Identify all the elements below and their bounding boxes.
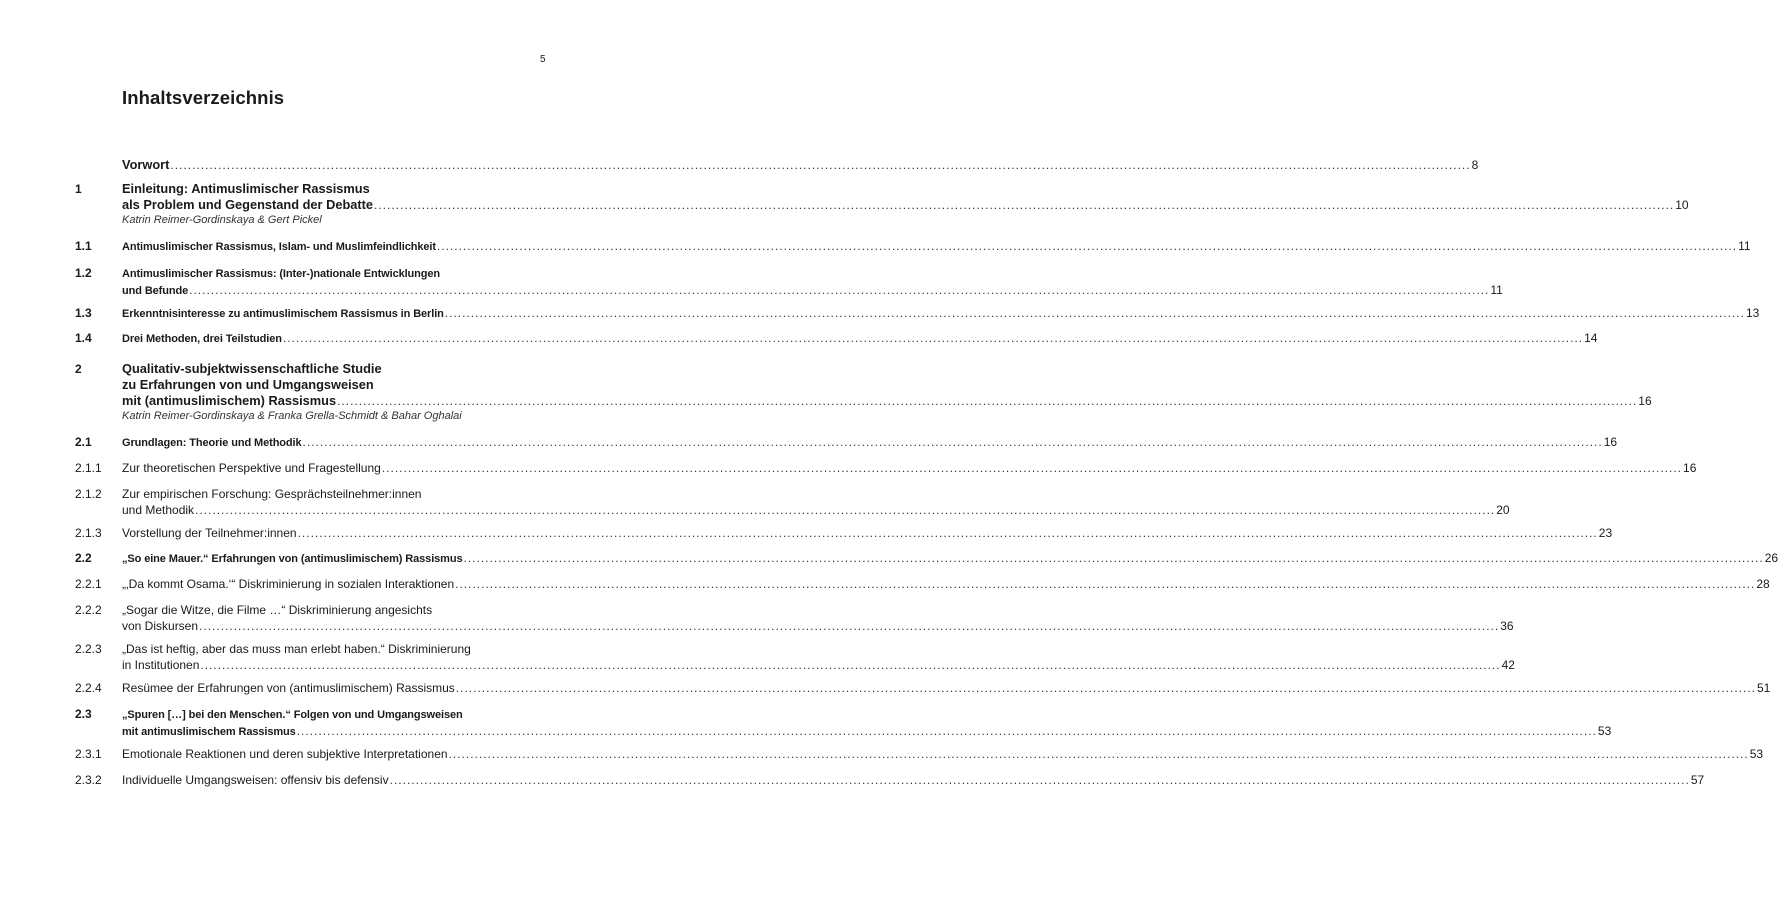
toc-entry-body — [122, 265, 1503, 299]
toc-entry-title-text: mit (antimuslimischem) Rassismus — [122, 393, 337, 408]
toc-entry-body — [122, 181, 1689, 227]
dot-leader: ............................................................................................................................................................................................................................................................................................................ — [199, 619, 1500, 633]
toc-entry-number: 2.3 — [75, 707, 92, 721]
toc-entry-line — [122, 460, 1697, 476]
toc-entry-line — [122, 525, 1613, 541]
toc-entry-title-text: zu Erfahrungen von und Umgangsweisen — [122, 377, 374, 392]
toc-entry-line — [122, 157, 1479, 173]
toc-entry-page: 26 — [1764, 551, 1778, 565]
toc-entry-title-text: „Das ist heftig, aber das muss man erlebt haben.“ Diskriminierung — [122, 642, 471, 656]
toc-entry-body — [122, 576, 1770, 592]
toc-entry-body — [122, 305, 1760, 322]
toc-entry[interactable] — [75, 706, 1612, 740]
toc-entry-title-text: Zur theoretischen Perspektive und Fragestellung — [122, 461, 381, 475]
toc-entry-title-text: Qualitativ-subjektwissenschaftliche Studie — [122, 361, 382, 376]
toc-entry-number: 2 — [75, 362, 82, 376]
toc-entry-title-text: Antimuslimischer Rassismus, Islam- und Muslimfeindlichkeit — [122, 241, 436, 253]
toc-entry-title-text: „‚Da kommt Osama.‘“ Diskriminierung in sozialen Interaktionen — [122, 577, 455, 591]
toc-entry-body — [122, 238, 1751, 255]
dot-leader: ............................................................................................................................................................................................................................................................................................................ — [455, 681, 1756, 695]
toc-entry-page: 13 — [1745, 306, 1760, 320]
toc-entry-line — [122, 550, 1778, 567]
toc-entry-line — [122, 486, 545, 502]
toc-entry-title-text: Emotionale Reaktionen und deren subjektive Interpretationen — [122, 747, 448, 761]
toc-entry-line — [122, 393, 1652, 409]
toc-entry-title-text: Einleitung: Antimuslimischer Rassismus — [122, 181, 370, 196]
toc-entry-title-text: und Befunde — [122, 285, 189, 297]
toc-entry-line — [122, 602, 545, 618]
toc-entry[interactable] — [75, 238, 1751, 255]
toc-entry-body — [122, 706, 1612, 740]
toc-entry[interactable] — [75, 434, 1618, 451]
dot-leader: ............................................................................................................................................................................................................................................................................................................ — [455, 577, 1756, 591]
toc-entry-page: 8 — [1471, 158, 1479, 172]
toc-entry-line — [122, 330, 1598, 347]
toc-entry-line — [122, 746, 1764, 762]
toc-entry-number: 2.3.1 — [75, 747, 102, 761]
toc-entry-page: 42 — [1501, 658, 1515, 672]
toc-entry-body — [122, 641, 1515, 673]
dot-leader: ............................................................................................................................................................................................................................................................................................................ — [463, 551, 1764, 565]
toc-entry-number: 1.3 — [75, 306, 92, 320]
toc-entry-title-text: und Methodik — [122, 503, 195, 517]
toc-entry-page: 16 — [1603, 435, 1618, 449]
toc-entry-page: 16 — [1683, 461, 1697, 475]
dot-leader: ............................................................................................................................................................................................................................................................................................................ — [195, 503, 1496, 517]
toc-entry-page: 11 — [1738, 239, 1751, 253]
dot-leader: ............................................................................................................................................................................................................................................................................................................ — [374, 198, 1675, 212]
toc-entry-body — [122, 746, 1764, 762]
toc-entry[interactable] — [75, 305, 1760, 322]
dot-leader: ............................................................................................................................................................................................................................................................................................................ — [389, 773, 1690, 787]
toc-entry-page: 28 — [1756, 577, 1770, 591]
toc-entry-title-text: als Problem und Gegenstand der Debatte — [122, 197, 374, 212]
toc-entry[interactable] — [75, 265, 1503, 299]
toc-entry[interactable] — [75, 460, 1697, 476]
toc-entry[interactable] — [75, 680, 1771, 696]
toc-entry-number: 1 — [75, 182, 82, 196]
dot-leader: ............................................................................................................................................................................................................................................................................................................ — [297, 526, 1598, 540]
toc-entry-title-text: mit antimuslimischem Rassismus — [122, 726, 296, 738]
dot-leader: ............................................................................................................................................................................................................................................................................................................ — [337, 394, 1638, 408]
toc-entry-title-text: „Sogar die Witze, die Filme …“ Diskriminierung angesichts — [122, 603, 433, 617]
toc-title: Inhaltsverzeichnis — [122, 87, 285, 108]
toc-entry-title-text: Antimuslimischer Rassismus: (Inter-)nationale Entwicklungen — [122, 268, 441, 280]
toc-entry-line — [122, 238, 1751, 255]
toc-entry-number: 2.2.2 — [75, 603, 102, 617]
toc-entry-number: 2.2 — [75, 551, 92, 565]
toc-entry-line — [122, 181, 545, 197]
toc-entry-body — [122, 361, 1652, 423]
toc-entry-line — [122, 723, 1612, 740]
toc-entry-page: 23 — [1598, 526, 1613, 540]
toc-entry-line — [122, 282, 1503, 299]
toc-entry[interactable] — [75, 361, 1652, 423]
toc-entry[interactable] — [75, 746, 1764, 762]
toc-entry-page: 36 — [1500, 619, 1514, 633]
dot-leader: ............................................................................................................................................................................................................................................................................................................ — [189, 283, 1490, 297]
toc-entry-title-text: von Diskursen — [122, 619, 199, 633]
toc-entry-body — [122, 434, 1618, 451]
dot-leader: ............................................................................................................................................................................................................................................................................................................ — [381, 461, 1683, 475]
toc-entry-number: 2.1.2 — [75, 487, 102, 501]
toc-entry-body — [122, 602, 1514, 634]
toc-entry-page: 14 — [1584, 331, 1598, 345]
toc-entry-line — [122, 377, 545, 393]
toc-entry-body — [122, 330, 1598, 347]
toc-entry-title-text: Vorstellung der Teilnehmer:innen — [122, 526, 297, 540]
toc-entry[interactable] — [75, 550, 1778, 567]
dot-leader: ............................................................................................................................................................................................................................................................................................................ — [282, 331, 1584, 345]
toc-entry-number: 1.1 — [75, 239, 92, 253]
dot-leader: ............................................................................................................................................................................................................................................................................................................ — [200, 658, 1501, 672]
toc-entry-body — [122, 525, 1613, 541]
toc-entry-page: 11 — [1490, 283, 1503, 297]
toc-entry-title-text: Individuelle Umgangsweisen: offensiv bis defensiv — [122, 773, 389, 787]
toc-entry-body — [122, 157, 1479, 173]
toc-entry-line — [122, 502, 1510, 518]
toc-entry[interactable] — [75, 181, 1689, 227]
toc-entry-body — [122, 550, 1778, 567]
toc-entry-title-text: Zur empirischen Forschung: Gesprächsteilnehmer:innen — [122, 487, 422, 501]
dot-leader: ............................................................................................................................................................................................................................................................................................................ — [296, 724, 1597, 738]
toc-entry-page: 53 — [1597, 724, 1612, 738]
toc-entry-body — [122, 680, 1771, 696]
dot-leader: ............................................................................................................................................................................................................................................................................................................ — [448, 747, 1749, 761]
dot-leader: ............................................................................................................................................................................................................................................................................................................ — [444, 306, 1745, 320]
toc-entry-page: 57 — [1690, 773, 1705, 787]
toc-entry-page: 20 — [1496, 503, 1510, 517]
toc-entry-number: 2.1.1 — [75, 461, 102, 475]
dot-leader: ............................................................................................................................................................................................................................................................................................................ — [170, 158, 1471, 172]
toc-entry-body — [122, 772, 1705, 788]
toc-entry-line — [122, 772, 1705, 788]
toc-entry-title-text: Resümee der Erfahrungen von (antimuslimischem) Rassismus — [122, 681, 455, 695]
toc-entry[interactable] — [75, 641, 1515, 673]
toc-entry-number: 2.1 — [75, 435, 92, 449]
toc-entry-number: 1.2 — [75, 266, 92, 280]
toc-entry-number: 1.4 — [75, 331, 92, 345]
toc-entry[interactable] — [75, 602, 1514, 634]
toc-entry-title-text: „Spuren […] bei den Menschen.“ Folgen von und Umgangsweisen — [122, 709, 463, 721]
toc-entry-number: 2.2.4 — [75, 681, 102, 695]
toc-entry-number: 2.2.3 — [75, 642, 102, 656]
toc-entry-page: 51 — [1757, 681, 1771, 695]
toc-entry-title-text: Vorwort — [122, 157, 170, 172]
toc-entry-page: 53 — [1749, 747, 1764, 761]
toc-entry-line — [122, 576, 1770, 592]
toc-entry-page: 16 — [1638, 394, 1652, 408]
page-number: 5 — [540, 54, 546, 65]
toc-entry-number: 2.2.1 — [75, 577, 102, 591]
dot-leader: ............................................................................................................................................................................................................................................................................................................ — [436, 239, 1738, 253]
toc-entry-line — [122, 361, 545, 377]
toc-entry-number: 2.3.2 — [75, 773, 102, 787]
toc-entry-line — [122, 706, 545, 723]
toc-entry-body — [122, 460, 1697, 476]
toc-entry[interactable] — [75, 330, 1598, 347]
toc-entry-line — [122, 434, 1618, 451]
toc-entry-authors: Katrin Reimer-Gordinskaya & Franka Grella-Schmidt & Bahar Oghalai — [122, 410, 462, 422]
toc-entry-line — [122, 265, 545, 282]
toc-entry-title-text: „So eine Mauer.“ Erfahrungen von (antimuslimischem) Rassismus — [122, 553, 463, 565]
toc-entry-number: 2.1.3 — [75, 526, 102, 540]
toc-entry[interactable] — [75, 772, 1705, 788]
toc-entry-body — [122, 486, 1510, 518]
toc-entry-line — [122, 618, 1514, 634]
toc-entry-line — [122, 657, 1515, 673]
toc-entry[interactable] — [75, 157, 1479, 173]
toc-entry-title-text: Grundlagen: Theorie und Methodik — [122, 437, 302, 449]
toc-entry-line — [122, 680, 1771, 696]
toc-entry-line — [122, 641, 545, 657]
toc-entry-title-text: Erkenntnisinteresse zu antimuslimischem Rassismus in Berlin — [122, 308, 444, 320]
toc-entry-title-text: in Institutionen — [122, 658, 200, 672]
toc-entry-page: 10 — [1675, 198, 1689, 212]
toc-entry-line — [122, 305, 1760, 322]
toc-entry-title-text: Drei Methoden, drei Teilstudien — [122, 333, 282, 345]
toc-entry[interactable] — [75, 525, 1613, 541]
toc-entry-line — [122, 197, 1689, 213]
dot-leader: ............................................................................................................................................................................................................................................................................................................ — [302, 435, 1603, 449]
toc-entry-authors: Katrin Reimer-Gordinskaya & Gert Pickel — [122, 214, 322, 226]
toc-entry[interactable] — [75, 486, 1510, 518]
toc-entry[interactable] — [75, 576, 1770, 592]
